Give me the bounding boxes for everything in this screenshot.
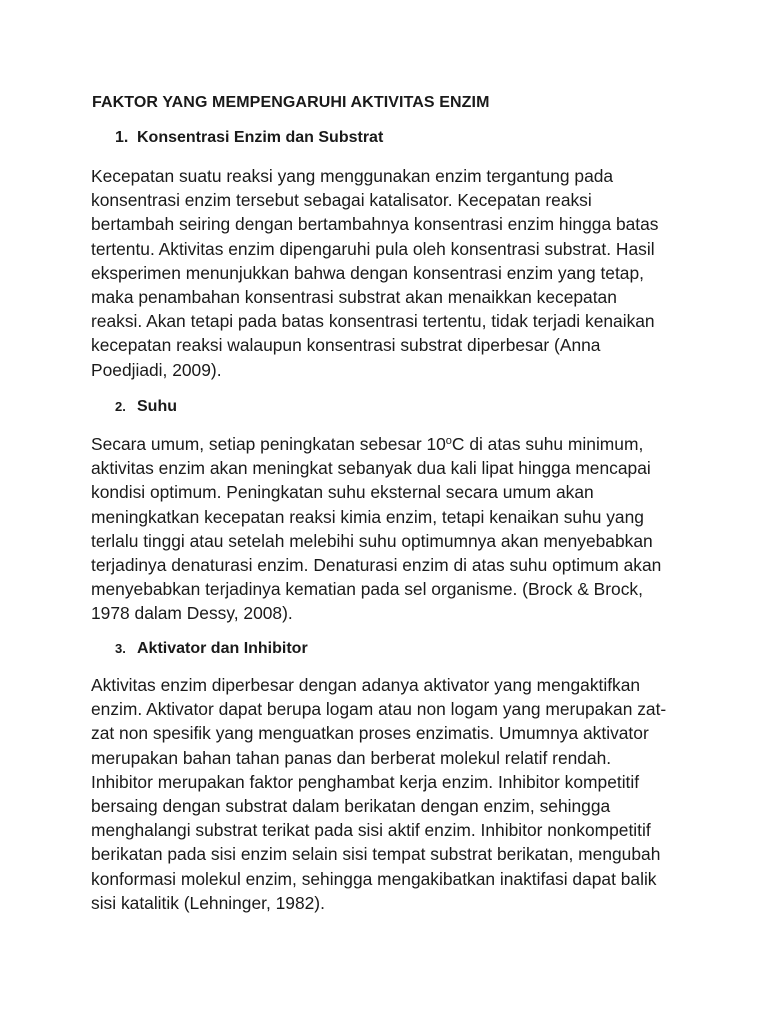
paragraph-line: berikatan pada sisi enzim selain sisi tempat substrat berikatan, mengubah bbox=[91, 844, 661, 865]
paragraph-line: menghalangi substrat terikat pada sisi aktif enzim. Inhibitor nonkompetitif bbox=[91, 820, 651, 841]
line-text: Secara umum, setiap peningkatan sebesar 10 bbox=[91, 434, 446, 454]
section-heading-label: Suhu bbox=[137, 398, 177, 415]
paragraph-line: konsentrasi enzim tersebut sebagai katalisator. Kecepatan reaksi bbox=[91, 190, 592, 211]
paragraph-line: tertentu. Aktivitas enzim dipengaruhi pula oleh konsentrasi substrat. Hasil bbox=[91, 238, 655, 259]
paragraph-line: 1978 dalam Dessy, 2008). bbox=[91, 603, 293, 624]
paragraph-line: merupakan bahan tahan panas dan berberat molekul relatif rendah. bbox=[91, 747, 612, 768]
paragraph-line: enzim. Aktivator dapat berupa logam atau non logam yang merupakan zat- bbox=[91, 699, 667, 720]
line-text: C di atas suhu minimum, bbox=[451, 434, 644, 454]
paragraph-line: sisi katalitik (Lehninger, 1982). bbox=[91, 892, 325, 913]
paragraph-line: kecepatan reaksi walaupun konsentrasi substrat diperbesar (Anna bbox=[91, 335, 601, 356]
paragraph-line: maka penambahan konsentrasi substrat akan menaikkan kecepatan bbox=[91, 287, 617, 308]
paragraph-line: reaksi. Akan tetapi pada batas konsentrasi tertentu, tidak terjadi kenaikan bbox=[91, 311, 655, 332]
paragraph-line: terjadinya denaturasi enzim. Denaturasi enzim di atas suhu optimum akan bbox=[91, 555, 662, 576]
paragraph-line: konformasi molekul enzim, sehingga mengakibatkan inaktifasi dapat balik bbox=[91, 868, 657, 889]
paragraph-line: bertambah seiring dengan bertambahnya konsentrasi enzim hingga batas bbox=[91, 214, 659, 235]
paragraph-line: menyebabkan terjadinya kematian pada sel organisme. (Brock & Brock, bbox=[91, 579, 643, 600]
paragraph-line: meningkatkan kecepatan reaksi kimia enzim, tetapi kenaikan suhu yang bbox=[91, 506, 644, 527]
paragraph-line: Kecepatan suatu reaksi yang menggunakan enzim tergantung pada bbox=[91, 166, 614, 186]
section-heading-label: Konsentrasi Enzim dan Substrat bbox=[137, 129, 384, 146]
paragraph-line: kondisi optimum. Peningkatan suhu eksternal secara umum akan bbox=[91, 482, 594, 503]
section-number: 2. bbox=[115, 399, 126, 414]
paragraph-line: terlalu tinggi atau setelah melebihi suhu optimumnya akan menyebabkan bbox=[91, 530, 653, 551]
paragraph-line: Poedjiadi, 2009). bbox=[91, 359, 222, 380]
paragraph-line: eksperimen menunjukkan bahwa dengan konsentrasi enzim yang tetap, bbox=[91, 262, 644, 283]
section-number: 1. bbox=[115, 129, 129, 146]
paragraph-line bbox=[91, 432, 691, 456]
paragraph-konsentrasi bbox=[91, 164, 691, 382]
paragraph-line: bersaing dengan substrat dalam berikatan dengan enzim, sehingga bbox=[91, 796, 611, 817]
paragraph-aktivator bbox=[91, 673, 691, 915]
document-title: FAKTOR YANG MEMPENGARUHI AKTIVITAS ENZIM bbox=[92, 94, 490, 111]
paragraph-line: zat non spesifik yang menguatkan proses enzimatis. Umumnya aktivator bbox=[91, 723, 649, 744]
paragraph-suhu bbox=[91, 432, 691, 626]
paragraph-line: Inhibitor merupakan faktor penghambat kerja enzim. Inhibitor kompetitif bbox=[91, 771, 640, 792]
paragraph-line: aktivitas enzim akan meningkat sebanyak dua kali lipat hingga mencapai bbox=[91, 458, 651, 479]
paragraph-line: Aktivitas enzim diperbesar dengan adanya aktivator yang mengaktifkan bbox=[91, 675, 641, 695]
degree-superscript: o bbox=[445, 435, 452, 447]
section-heading-aktivator bbox=[115, 640, 308, 658]
section-number: 3. bbox=[115, 641, 126, 656]
section-heading-konsentrasi bbox=[115, 129, 383, 147]
section-heading-suhu bbox=[115, 398, 177, 416]
section-heading-label: Aktivator dan Inhibitor bbox=[137, 640, 308, 657]
